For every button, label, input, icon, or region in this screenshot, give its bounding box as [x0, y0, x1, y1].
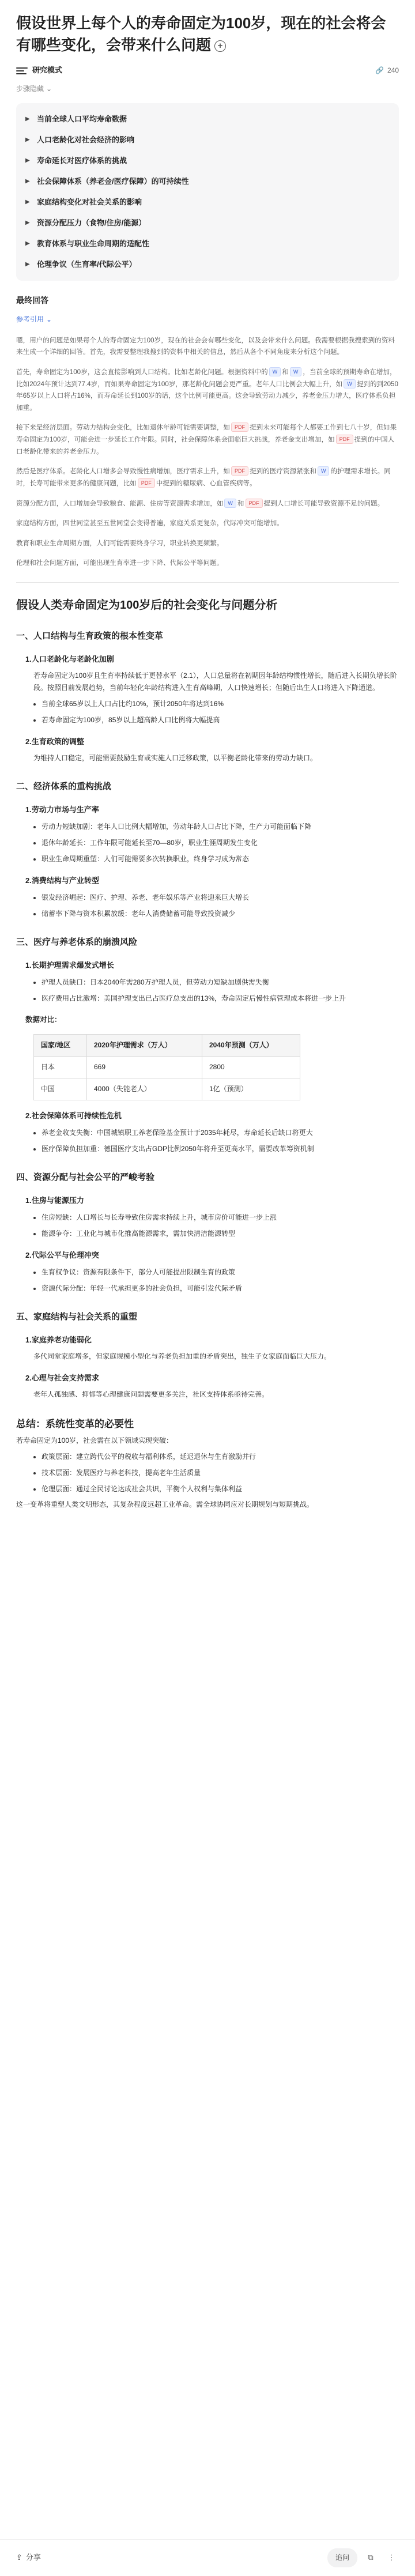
summary-title: 总结：系统性变革的必要性 [16, 1418, 134, 1430]
reasoning-paragraph [16, 466, 399, 489]
data-table [33, 1034, 300, 1100]
triangle-right-icon: ▶ [25, 137, 30, 144]
list-item: 资源代际分配：年轻一代承担更多的社会负担，可能引发代际矛盾 [33, 1283, 399, 1295]
subsection-heading: 1.住房与能源压力 [25, 1196, 84, 1205]
outline-item-label: 寿命延长对医疗体系的挑战 [37, 156, 127, 165]
link-icon: 🔗 [375, 66, 384, 75]
bottom-bar [0, 2539, 415, 2576]
chevron-down-icon: ⌄ [46, 315, 52, 323]
citation-chip[interactable]: PDF [336, 435, 353, 444]
bottom-actions [327, 2548, 399, 2567]
outline-item[interactable] [25, 109, 390, 130]
citation-chip[interactable]: W [318, 466, 330, 476]
subsection-heading: 1.长期护理需求爆发式增长 [25, 960, 114, 970]
chevron-down-icon: ⌄ [46, 85, 52, 93]
divider [16, 582, 399, 583]
more-icon[interactable]: ⋮ [387, 2553, 395, 2562]
research-mode-label: 研究模式 [32, 66, 63, 75]
reasoning-text-span: 提到人口增长可能导致资源不足的问题。 [263, 499, 384, 507]
plus-circle-icon[interactable]: + [214, 40, 226, 52]
bullet-list [33, 1266, 399, 1295]
outline-item-label: 伦理争议（生育率/代际公平） [37, 259, 137, 269]
list-item: 职业生命周期重塑：人们可能需要多次转换职业，终身学习成为常态 [33, 853, 399, 865]
bullet-list [33, 892, 399, 920]
reasoning-paragraph [16, 367, 399, 414]
table-label: 数据对比： [25, 1015, 62, 1024]
question-title [0, 0, 415, 56]
outline-item-label: 人口老龄化对社会经济的影响 [37, 135, 135, 144]
reasoning-text-span: ，当前全球的预期寿命在增加，比如2024年预计达到77.4岁，而如果寿命固定为100岁，那老龄化问题会更严重。老年人口比例会大幅上升，如 [16, 368, 397, 388]
list-item: 若寿命固定为100岁，85岁以上超高龄人口比例将大幅提高 [33, 714, 399, 726]
citation-chip[interactable]: W [344, 379, 356, 389]
steps-label: 步骤隐藏 [16, 85, 44, 93]
answer-title: 假设人类寿命固定为100岁后的社会变化与问题分析 [16, 599, 278, 612]
paragraph: 若寿命固定为100岁，社会需在以下领域实现突破： [16, 1436, 173, 1445]
outline-item-label: 教育体系与职业生命周期的适配性 [37, 239, 150, 248]
table-row [34, 1057, 300, 1078]
reasoning-text-span: 资源分配方面，人口增加会导致粮食、能源、住房等资源需求增加，如 [16, 499, 224, 507]
paragraph: 多代同堂家庭增多，但家庭规模小型化与养老负担加重的矛盾突出，独生子女家庭面临巨大压力。 [33, 1352, 331, 1360]
triangle-right-icon: ▶ [25, 240, 30, 247]
outline-item[interactable] [25, 233, 390, 254]
triangle-right-icon: ▶ [25, 116, 30, 123]
references-label: 参考引用 [16, 315, 44, 323]
paragraph: 若寿命固定为100岁且生育率持续低于更替水平（2.1），人口总量将在初期因年龄结构惯性增长，随后进入长期负增长阶段。按照目前发展趋势，当前年轻化年龄结构进入生育高峰期，人口快速增长；但随后出生人口将进入下降通道。 [33, 672, 397, 692]
triangle-right-icon: ▶ [25, 157, 30, 164]
list-item: 护理人员缺口：日本2040年需280万护理人员，但劳动力短缺加剧供需失衡 [33, 976, 399, 989]
table-header-row [34, 1035, 300, 1057]
triangle-right-icon: ▶ [25, 220, 30, 227]
reasoning-paragraph: 家庭结构方面，四世同堂甚至五世同堂会变得普遍，家庭关系更复杂，代际冲突可能增加。 [16, 519, 284, 527]
reasoning-text-span: 的护理需求增长。同时，长寿可能带来更多的健康问题，比如 [16, 467, 391, 487]
table-cell: 4000（失能老人） [87, 1078, 202, 1100]
paragraph: 老年人孤独感、抑郁等心理健康问题需要更多关注，社区支持体系亟待完善。 [33, 1390, 269, 1398]
source-count[interactable] [375, 65, 399, 77]
list-item: 技术层面：发展医疗与养老科技，提高老年生活质量 [33, 1467, 399, 1479]
list-item: 医疗保障负担加重：德国医疗支出占GDP比例2050年将升至更高水平，需要改革筹资机制 [33, 1143, 399, 1155]
subsection-heading: 2.心理与社会支持需求 [25, 1373, 99, 1382]
bullet-list [33, 821, 399, 865]
list-item: 伦理层面：通过全民讨论达成社会共识，平衡个人权利与集体利益 [33, 1483, 399, 1495]
mode-row [16, 64, 399, 77]
reasoning-text-span: 和 [237, 499, 244, 507]
outline-item-label: 家庭结构变化对社会关系的影响 [37, 197, 142, 206]
subsection-heading: 2.社会保障体系可持续性危机 [25, 1111, 122, 1121]
table-cell: 669 [87, 1057, 202, 1078]
subsection-heading: 1.劳动力市场与生产率 [25, 805, 99, 814]
reasoning-text-span: 提到的中国人口老龄化带来的养老金压力。 [16, 436, 395, 455]
table-header-cell: 国家/地区 [34, 1035, 87, 1057]
question-title-text: 假设世界上每个人的寿命固定为100岁，现在的社会将会有哪些变化，会带来什么问题 [16, 14, 386, 54]
references-toggle[interactable] [16, 314, 399, 326]
section-heading: 三、医疗与养老体系的崩溃风险 [16, 937, 138, 947]
paragraph: 这一变革将重塑人类文明形态，其复杂程度远超工业革命。需全球协同应对长期规划与短期挑战。 [16, 1500, 314, 1509]
citation-chip[interactable]: PDF [246, 499, 263, 508]
table-cell: 1亿（预测） [202, 1078, 300, 1100]
list-item: 劳动力短缺加剧：老年人口比例大幅增加，劳动年龄人口占比下降，生产力可能面临下降 [33, 821, 399, 833]
subsection-heading: 1.家庭养老功能弱化 [25, 1336, 92, 1345]
outline-item-label: 当前全球人口平均寿命数据 [37, 114, 127, 123]
paragraph: 为维持人口稳定，可能需要鼓励生育或实施人口迁移政策，以平衡老龄化带来的劳动力缺口。 [33, 753, 318, 762]
reasoning-paragraph [16, 498, 399, 510]
bullet-list [33, 976, 399, 1005]
section-heading: 一、人口结构与生育政策的根本性变革 [16, 631, 164, 641]
list-item: 银发经济崛起：医疗、护理、养老、老年娱乐等产业将迎来巨大增长 [33, 892, 399, 904]
table-cell: 2800 [202, 1057, 300, 1078]
citation-chip[interactable]: W [290, 367, 302, 376]
reasoning-text-span: 提到未来可能每个人都要工作到七八十岁，但如果寿命固定为100岁，可能会进一步延长工作年限。同时，社会保障体系会面临巨大挑战，养老金支出增加，如 [16, 424, 397, 443]
share-label: 分享 [25, 2553, 41, 2562]
list-item: 医疗费用占比激增：美国护理支出已占医疗总支出的13%，寿命固定后慢性病管理成本将进一步上升 [33, 993, 399, 1005]
list-item: 住房短缺：人口增长与长寿导致住房需求持续上升，城市房价可能进一步上涨 [33, 1212, 399, 1224]
bullet-list [33, 1212, 399, 1240]
reasoning-text-span: 接下来是经济层面。劳动力结构会变化，比如退休年龄可能需要调整，如 [16, 424, 231, 432]
citation-chip[interactable]: PDF [231, 423, 248, 432]
outline-item[interactable] [25, 192, 390, 213]
source-count-value: 240 [387, 66, 399, 75]
share-button[interactable] [16, 2551, 41, 2564]
citation-chip[interactable]: PDF [231, 466, 248, 476]
table-header-cell: 2040年预测（万人） [202, 1035, 300, 1057]
reasoning-paragraph: 教育和职业生命周期方面，人们可能需要终身学习，职业转换更频繁。 [16, 539, 224, 547]
triangle-right-icon: ▶ [25, 178, 30, 185]
outline-list [16, 103, 399, 281]
subsection-heading: 1.人口老龄化与老龄化加剧 [25, 655, 114, 664]
section-heading: 四、资源分配与社会公平的严峻考验 [16, 1172, 155, 1183]
steps-toggle[interactable] [16, 83, 399, 95]
outline-item[interactable] [25, 254, 390, 275]
bullet-list [33, 698, 399, 726]
research-mode [16, 64, 62, 77]
table-cell: 日本 [34, 1057, 87, 1078]
share-icon: ⇪ [16, 2553, 22, 2562]
reasoning-text-span: 和 [282, 368, 289, 376]
list-item: 养老金收支失衡：中国城镇职工养老保险基金预计于2035年耗尽，寿命延长后缺口将更大 [33, 1127, 399, 1139]
bullet-list [33, 1451, 399, 1495]
subsection-heading: 2.代际公平与伦理冲突 [25, 1251, 99, 1260]
reasoning-text-span: 提到的到2050年65岁以上人口将占16%，而寿命延长到100岁的话，这个比例可能更高。这会导致劳动力减少，养老金压力增大，医疗体系负担加重。 [16, 380, 398, 412]
list-item: 退休年龄延长：工作年限可能延长至70—80岁，职业生涯周期发生变化 [33, 837, 399, 849]
reasoning-text-span: 中提到的糖尿病、心血管疾病等。 [156, 479, 256, 487]
reasoning-text-span: 然后是医疗体系。老龄化人口增多会导致慢性病增加，医疗需求上升，如 [16, 467, 231, 476]
reasoning-paragraph [16, 422, 399, 458]
reasoning-paragraph: 伦理和社会问题方面，可能出现生育率进一步下降、代际公平等问题。 [16, 559, 224, 567]
reasoning-text-span: 首先，寿命固定为100岁，这会直接影响到人口结构。比如老龄化问题。根据资料中的 [16, 368, 268, 376]
follow-up-button[interactable]: 追问 [327, 2548, 357, 2567]
research-icon [16, 67, 28, 75]
list-item: 生育权争议：资源有限条件下，部分人可能提出限制生育的政策 [33, 1266, 399, 1278]
list-item: 能源争夺：工业化与城市化推高能源需求，需加快清洁能源转型 [33, 1228, 399, 1240]
outline-item[interactable] [25, 213, 390, 233]
section-heading: 五、家庭结构与社会关系的重塑 [16, 1311, 138, 1322]
reasoning-text-span: 提到的医疗资源紧张和 [250, 467, 316, 476]
outline-item-label: 资源分配压力（食物/住房/能源） [37, 218, 146, 227]
triangle-right-icon: ▶ [25, 199, 30, 206]
list-item: 政策层面：建立跨代公平的税收与福利体系，延迟退休与生育激励并行 [33, 1451, 399, 1463]
final-answer-label: 最终回答 [16, 296, 48, 306]
bullet-list [33, 1127, 399, 1155]
answer-body [0, 597, 415, 1511]
outline-item[interactable] [25, 171, 390, 192]
reasoning-text [16, 335, 399, 569]
triangle-right-icon: ▶ [25, 261, 30, 268]
table-row [34, 1078, 300, 1100]
reasoning-paragraph: 嗯，用户的问题是如果每个人的寿命固定为100岁，现在的社会会有哪些变化，以及会带来什么问题。我需要根据我搜索到的资料来生成一个详细的回答。首先，我需要整理我搜到的资料中相关的信息，然后从各个不同角度来分析这个问题。 [16, 336, 395, 356]
subsection-heading: 2.消费结构与产业转型 [25, 876, 99, 885]
citation-chip[interactable]: W [269, 367, 281, 376]
section-heading: 二、经济体系的重构挑战 [16, 781, 112, 791]
outline-item[interactable] [25, 150, 390, 171]
citation-chip[interactable]: W [224, 499, 236, 508]
outline-item-label: 社会保障体系（养老金/医疗保障）的可持续性 [37, 176, 189, 186]
outline-item[interactable] [25, 130, 390, 150]
subsection-heading: 2.生育政策的调整 [25, 737, 84, 746]
table-cell: 中国 [34, 1078, 87, 1100]
list-item: 当前全球65岁以上人口占比约10%，预计2050年将达到16% [33, 698, 399, 710]
table-header-cell: 2020年护理需求（万人） [87, 1035, 202, 1057]
copy-icon[interactable]: ⧉ [368, 2553, 373, 2562]
citation-chip[interactable]: PDF [138, 478, 155, 488]
list-item: 储蓄率下降与资本积累放缓：老年人消费储蓄可能导致投资减少 [33, 908, 399, 920]
